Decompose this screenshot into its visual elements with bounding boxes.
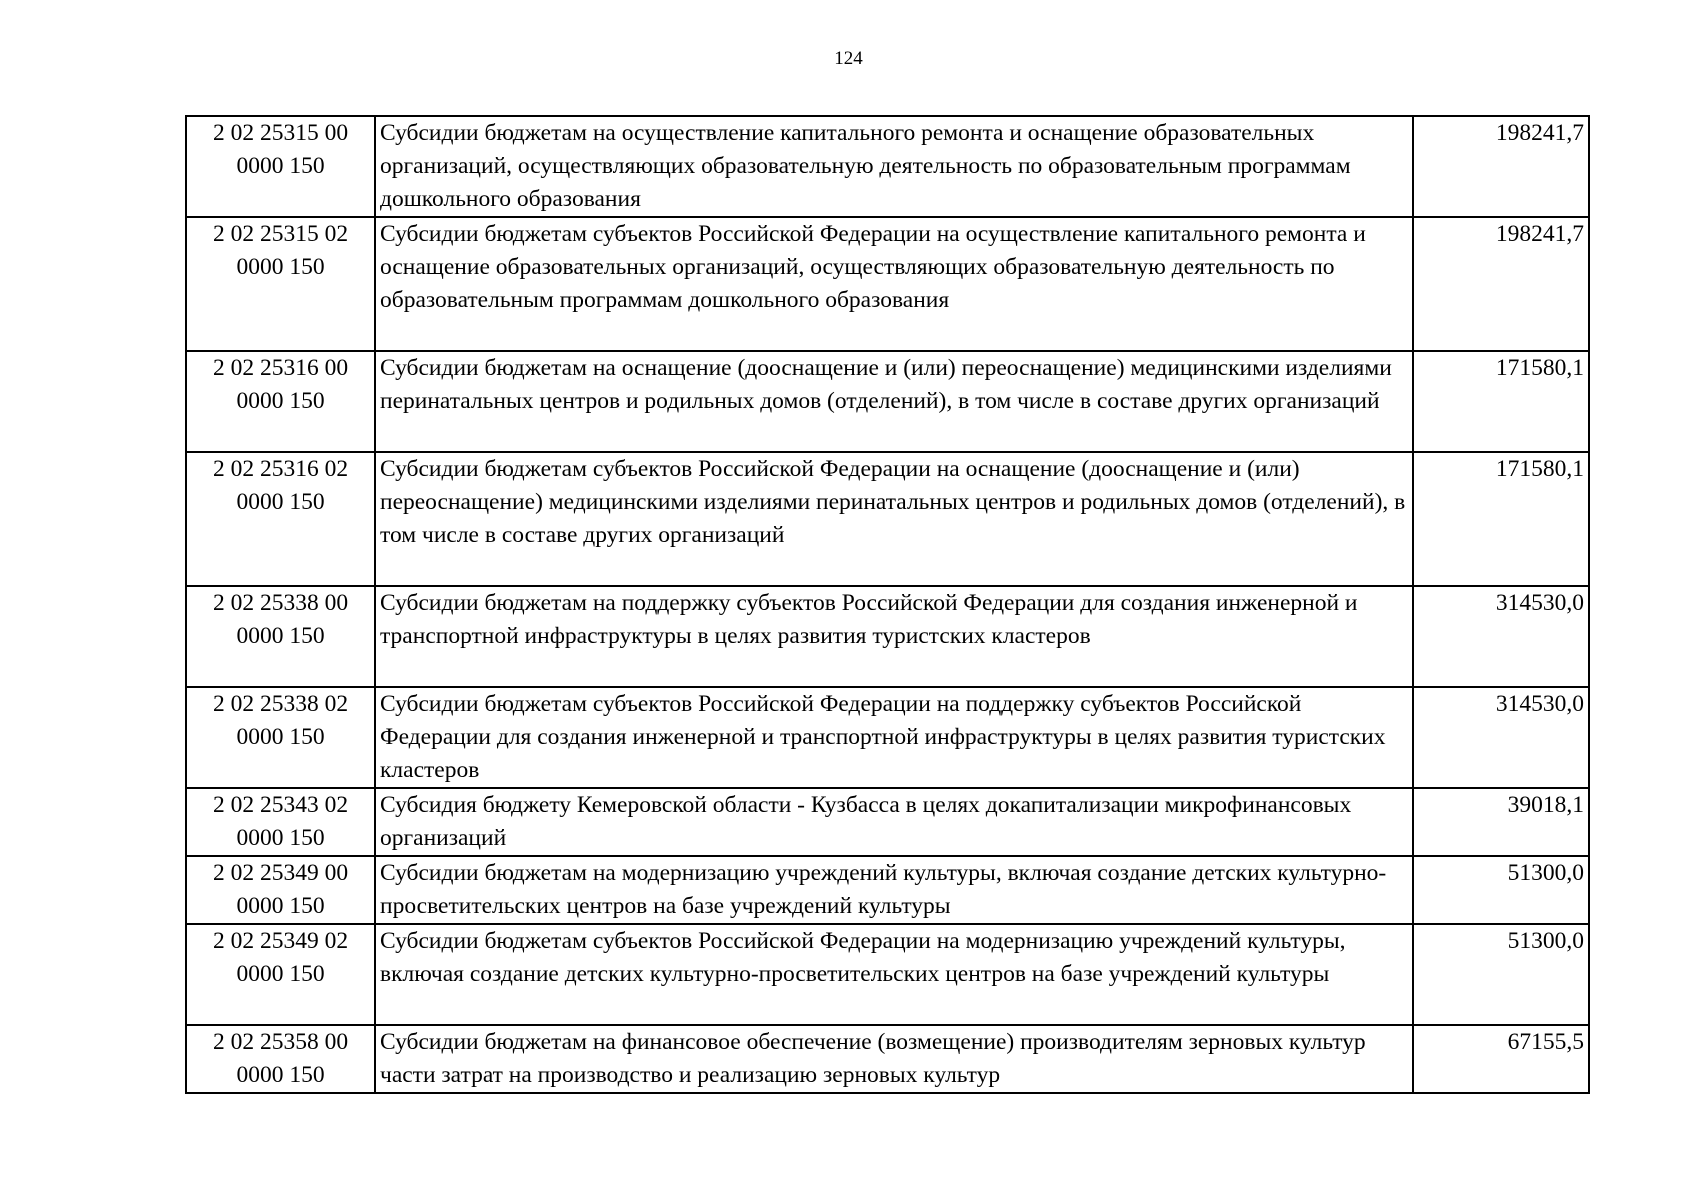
amount-cell: 198241,7: [1413, 217, 1589, 351]
table-row: [186, 856, 1589, 924]
description-cell: Субсидии бюджетам субъектов Российской Федерации на осуществление капитального ремонта и оснащение образовательных организаций, осуществляющих образовательную деятельность по образовательным программам дошкольного образования: [375, 217, 1413, 351]
amount-cell: 39018,1: [1413, 788, 1589, 856]
table-row: [186, 351, 1589, 452]
table-row: [186, 586, 1589, 687]
amount-cell: 51300,0: [1413, 856, 1589, 924]
budget-code-cell: 2 02 25349 00 0000 150: [186, 856, 375, 924]
budget-code-cell: 2 02 25349 02 0000 150: [186, 924, 375, 1025]
budget-code-cell: 2 02 25338 00 0000 150: [186, 586, 375, 687]
amount-cell: 314530,0: [1413, 586, 1589, 687]
table-row: [186, 687, 1589, 788]
amount-cell: 67155,5: [1413, 1025, 1589, 1093]
table-row: [186, 1025, 1589, 1093]
budget-code-cell: 2 02 25316 02 0000 150: [186, 452, 375, 586]
amount-cell: 171580,1: [1413, 351, 1589, 452]
description-cell: Субсидии бюджетам субъектов Российской Федерации на поддержку субъектов Российской Федерации для создания инженерной и транспортной инфраструктуры в целях развития туристских кластеров: [375, 687, 1413, 788]
description-cell: Субсидии бюджетам на модернизацию учреждений культуры, включая создание детских культурно-просветительских центров на базе учреждений культуры: [375, 856, 1413, 924]
description-cell: Субсидии бюджетам на поддержку субъектов Российской Федерации для создания инженерной и транспортной инфраструктуры в целях развития туристских кластеров: [375, 586, 1413, 687]
table-row: [186, 116, 1589, 217]
table-row: [186, 217, 1589, 351]
budget-revenue-table: [185, 115, 1590, 1094]
table-row: [186, 452, 1589, 586]
amount-cell: 51300,0: [1413, 924, 1589, 1025]
table-row: [186, 788, 1589, 856]
amount-cell: 198241,7: [1413, 116, 1589, 217]
description-cell: Субсидии бюджетам на оснащение (дооснащение и (или) переоснащение) медицинскими изделиями перинатальных центров и родильных домов (отделений), в том числе в составе других организаций: [375, 351, 1413, 452]
budget-code-cell: 2 02 25338 02 0000 150: [186, 687, 375, 788]
table-row: [186, 924, 1589, 1025]
description-cell: Субсидия бюджету Кемеровской области - Кузбасса в целях докапитализации микрофинансовых организаций: [375, 788, 1413, 856]
description-cell: Субсидии бюджетам на финансовое обеспечение (возмещение) производителям зерновых культур части затрат на производство и реализацию зерновых культур: [375, 1025, 1413, 1093]
budget-code-cell: 2 02 25343 02 0000 150: [186, 788, 375, 856]
budget-code-cell: 2 02 25358 00 0000 150: [186, 1025, 375, 1093]
budget-code-cell: 2 02 25315 00 0000 150: [186, 116, 375, 217]
description-cell: Субсидии бюджетам субъектов Российской Федерации на модернизацию учреждений культуры, включая создание детских культурно-просветительских центров на базе учреждений культуры: [375, 924, 1413, 1025]
page-number: 124: [834, 48, 863, 69]
amount-cell: 314530,0: [1413, 687, 1589, 788]
budget-code-cell: 2 02 25316 00 0000 150: [186, 351, 375, 452]
amount-cell: 171580,1: [1413, 452, 1589, 586]
description-cell: Субсидии бюджетам субъектов Российской Федерации на оснащение (дооснащение и (или) переоснащение) медицинскими изделиями перинатальных центров и родильных домов (отделений), в том числе в составе других организаций: [375, 452, 1413, 586]
description-cell: Субсидии бюджетам на осуществление капитального ремонта и оснащение образовательных организаций, осуществляющих образовательную деятельность по образовательным программам дошкольного образования: [375, 116, 1413, 217]
budget-code-cell: 2 02 25315 02 0000 150: [186, 217, 375, 351]
